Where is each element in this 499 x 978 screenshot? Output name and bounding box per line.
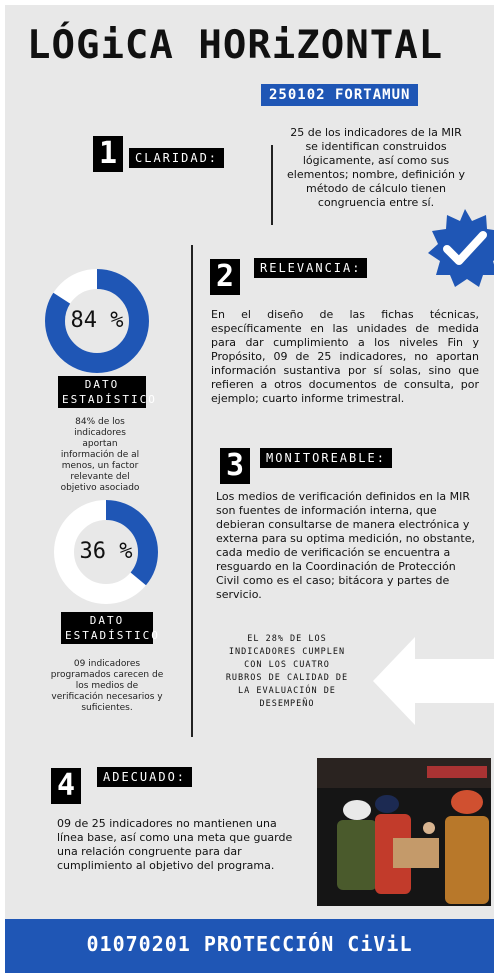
donut-1-value: 84 %: [70, 308, 124, 333]
section-3-text: Los medios de verificación definidos en la MIR son fuentes de información interna, que debieran consultarse de manera electrónica y externa para su optima medición, no obstante, cada medio de verificación se encuentra a resguardo en la Coordinación de Protección Civil como es el caso; bitácora y partes de servicio.: [216, 490, 475, 601]
section-3-number: 3: [220, 448, 250, 484]
left-arrow-icon: [373, 637, 494, 725]
section-4-label: ADECUADO:: [97, 767, 192, 787]
rescue-team-photo: [317, 758, 491, 906]
section-1-number: 1: [93, 136, 123, 172]
stat-2-label: DATO ESTADÍSTICO: [61, 612, 153, 644]
section-1-label: CLARIDAD:: [129, 148, 224, 168]
donut-chart-84: [43, 267, 151, 375]
donut-2-value: 36 %: [79, 539, 133, 564]
section-2-label: RELEVANCIA:: [254, 258, 367, 278]
stat-1-label: DATO ESTADÍSTICO: [58, 376, 146, 408]
section-2-number: 2: [210, 259, 240, 295]
program-subtitle: 250102 FORTAMUN: [261, 84, 418, 106]
quality-note: EL 28% DE LOS INDICADORES CUMPLEN CON LOS CUATRO RUBROS DE CALIDAD DE LA EVALUACIÓN DE DESEMPEÑO: [225, 634, 349, 709]
section-1-divider: [271, 145, 273, 225]
section-3-label: MONITOREABLE:: [260, 448, 392, 468]
infographic: [5, 5, 494, 973]
section-4-number: 4: [51, 768, 81, 804]
section-4-text: 09 de 25 indicadores no mantienen una línea base, así como una meta que guarde una relación congruente para dar cumplimiento al objetivo del programa.: [57, 817, 293, 872]
footer-banner: [5, 919, 494, 973]
footer-program-name: 01070201 PROTECCIÓN CiViL: [86, 932, 413, 956]
donut-chart-36: [53, 499, 159, 605]
page-title: LÓGiCA HORiZONTAL: [27, 23, 444, 68]
stat-2-text: 09 indicadores programados carecen de los medios de verificación necesarios y suficientes.: [50, 659, 164, 713]
section-1-text: 25 de los indicadores de la MIR se identifican construidos lógicamente, así como sus elementos; nombre, definición y método de cálculo tienen congruencia entre sí.: [287, 126, 465, 209]
section-2-text: En el diseño de las fichas técnicas, específicamente en las unidades de medida para dar cumplimiento a los niveles Fin y Propósito, 09 de 25 indicadores, no aportan información sustantiva por sí solas, sino que refieren a otros documentos de consulta, por ejemplo; cuarto informe trimestral.: [211, 308, 479, 405]
column-divider: [191, 245, 193, 737]
stat-1-text: 84% de los indicadores aportan información de al menos, un factor relevante del objetivo asociado: [60, 417, 140, 493]
check-badge-icon: [425, 207, 494, 287]
